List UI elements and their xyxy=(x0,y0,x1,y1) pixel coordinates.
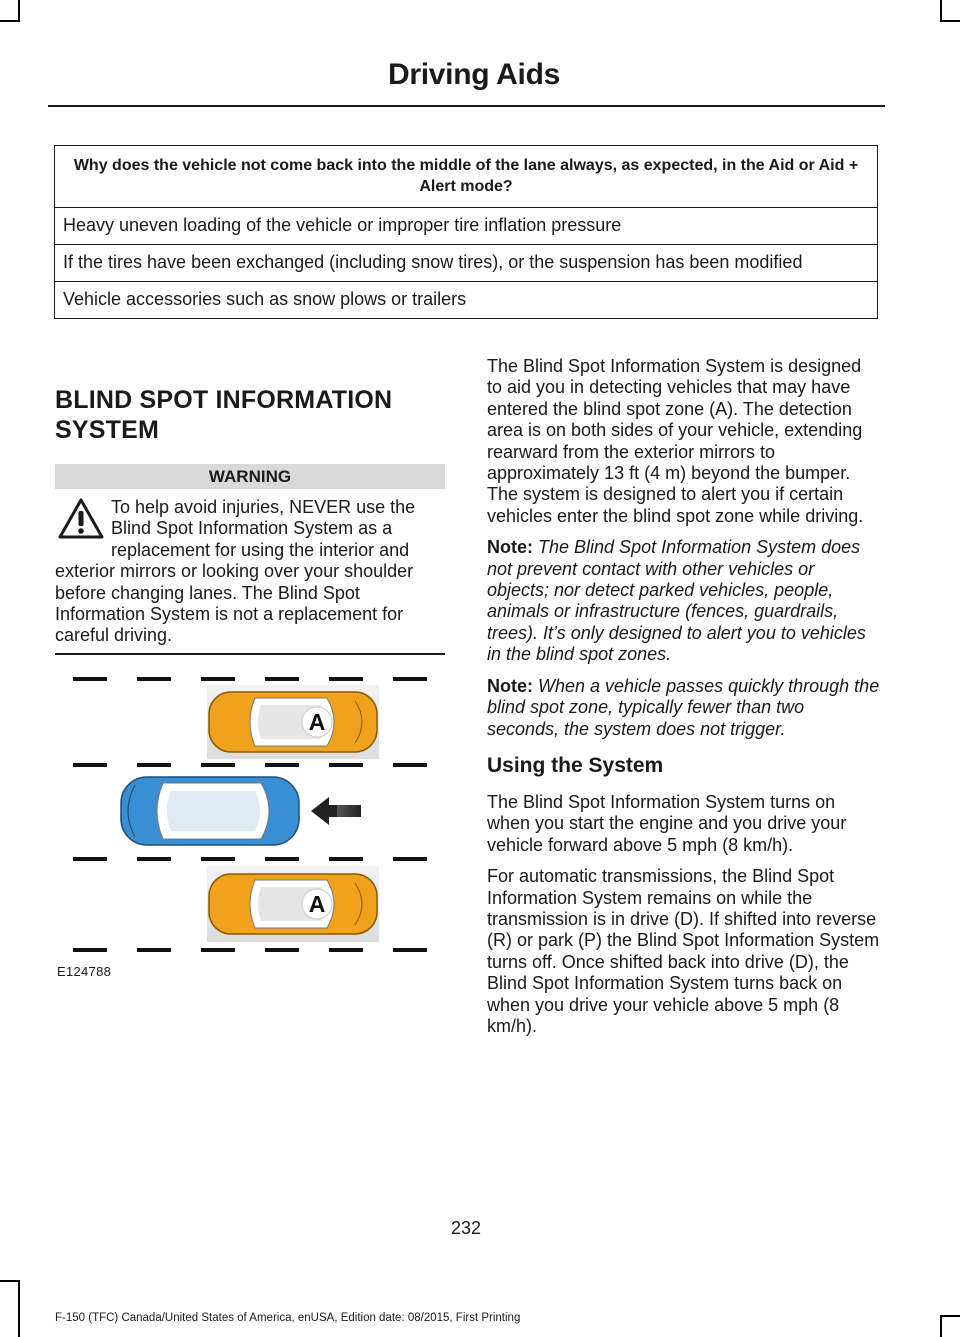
page-number: 232 xyxy=(450,1218,482,1238)
intro-paragraph: The Blind Spot Information System is designed to aid you in detecting vehicles that may have entered the blind spot zone (A). The detection area is on both sides of your vehicle, extending rearward from the exterior mirrors to approximately 13 ft (4 m) beyond the bumper. The system is designed to alert you if certain vehicles enter the blind spot zone while driving. xyxy=(487,356,864,526)
motion-arrow xyxy=(311,797,361,825)
svg-text:A: A xyxy=(308,709,326,735)
crop-mark xyxy=(940,1315,960,1317)
note-label: Note: xyxy=(487,675,533,696)
warning-title: WARNING xyxy=(55,464,445,489)
body-paragraph: The Blind Spot Information System turns on when you start the engine and you drive your vehicle forward above 5 mph (8 km/h). xyxy=(487,791,847,855)
note-label: Note: xyxy=(487,537,533,558)
crop-mark xyxy=(940,1315,942,1337)
header-divider xyxy=(48,105,885,107)
detected-vehicle-top xyxy=(209,692,377,752)
faq-question: Why does the vehicle not come back into the middle of the lane always, as expected, in the Aid or Aid + Alert mode? xyxy=(55,146,878,208)
detected-vehicle-bottom xyxy=(209,874,377,934)
faq-answer: Vehicle accessories such as snow plows or trailers xyxy=(55,282,878,319)
crop-mark xyxy=(18,1280,20,1337)
note-paragraph xyxy=(487,676,881,740)
crop-mark xyxy=(0,1280,20,1282)
note-text: When a vehicle passes quickly through the blind spot zone, typically fewer than two seconds, the system does not trigger. xyxy=(487,675,880,739)
warning-body: To help avoid injuries, NEVER use the Blind Spot Information System as a replacement for using the interior and exterior mirrors or looking over your shoulder before changing lanes. The Blind Spot Information System is not a replacement for careful driving. xyxy=(55,497,416,646)
crop-mark xyxy=(18,0,20,22)
subheading: Using the System xyxy=(487,753,664,777)
crop-mark xyxy=(940,0,942,22)
edition-footer: F-150 (TFC) Canada/United States of America, enUSA, Edition date: 08/2015, First Printing xyxy=(55,1312,521,1324)
faq-answer: Heavy uneven loading of the vehicle or improper tire inflation pressure xyxy=(55,208,878,245)
figure-id: E124788 xyxy=(57,964,112,979)
section-heading: BLIND SPOT INFORMATION SYSTEM xyxy=(55,386,393,444)
right-column xyxy=(487,356,881,1047)
zone-marker-a xyxy=(302,707,332,737)
crop-mark xyxy=(0,20,20,22)
faq-table xyxy=(54,145,878,319)
page-title: Driving Aids xyxy=(388,58,560,91)
own-vehicle xyxy=(121,777,299,845)
warning-divider xyxy=(55,653,445,655)
note-text: The Blind Spot Information System does not prevent contact with other vehicles or objects; nor detect parked vehicles, people, animals or infrastructure (fences, guardrails, trees). It’s only designed to alert you to vehicles in the blind spot zones. xyxy=(487,537,866,665)
faq-answer: If the tires have been exchanged (including snow tires), or the suspension has been modified xyxy=(55,245,878,282)
zone-marker-a xyxy=(302,889,332,919)
crop-mark xyxy=(940,20,960,22)
blind-spot-diagram xyxy=(55,665,445,965)
note-paragraph xyxy=(487,537,881,665)
svg-text:A: A xyxy=(308,891,326,917)
body-paragraph: For automatic transmissions, the Blind Spot Information System remains on while the transmission is in drive (D). If shifted into reverse (R) or park (P) the Blind Spot Information System turns off. Once shifted back into drive (D), the Blind Spot Information System turns back on when you drive your vehicle above 5 mph (8 km/h). xyxy=(487,866,880,1036)
